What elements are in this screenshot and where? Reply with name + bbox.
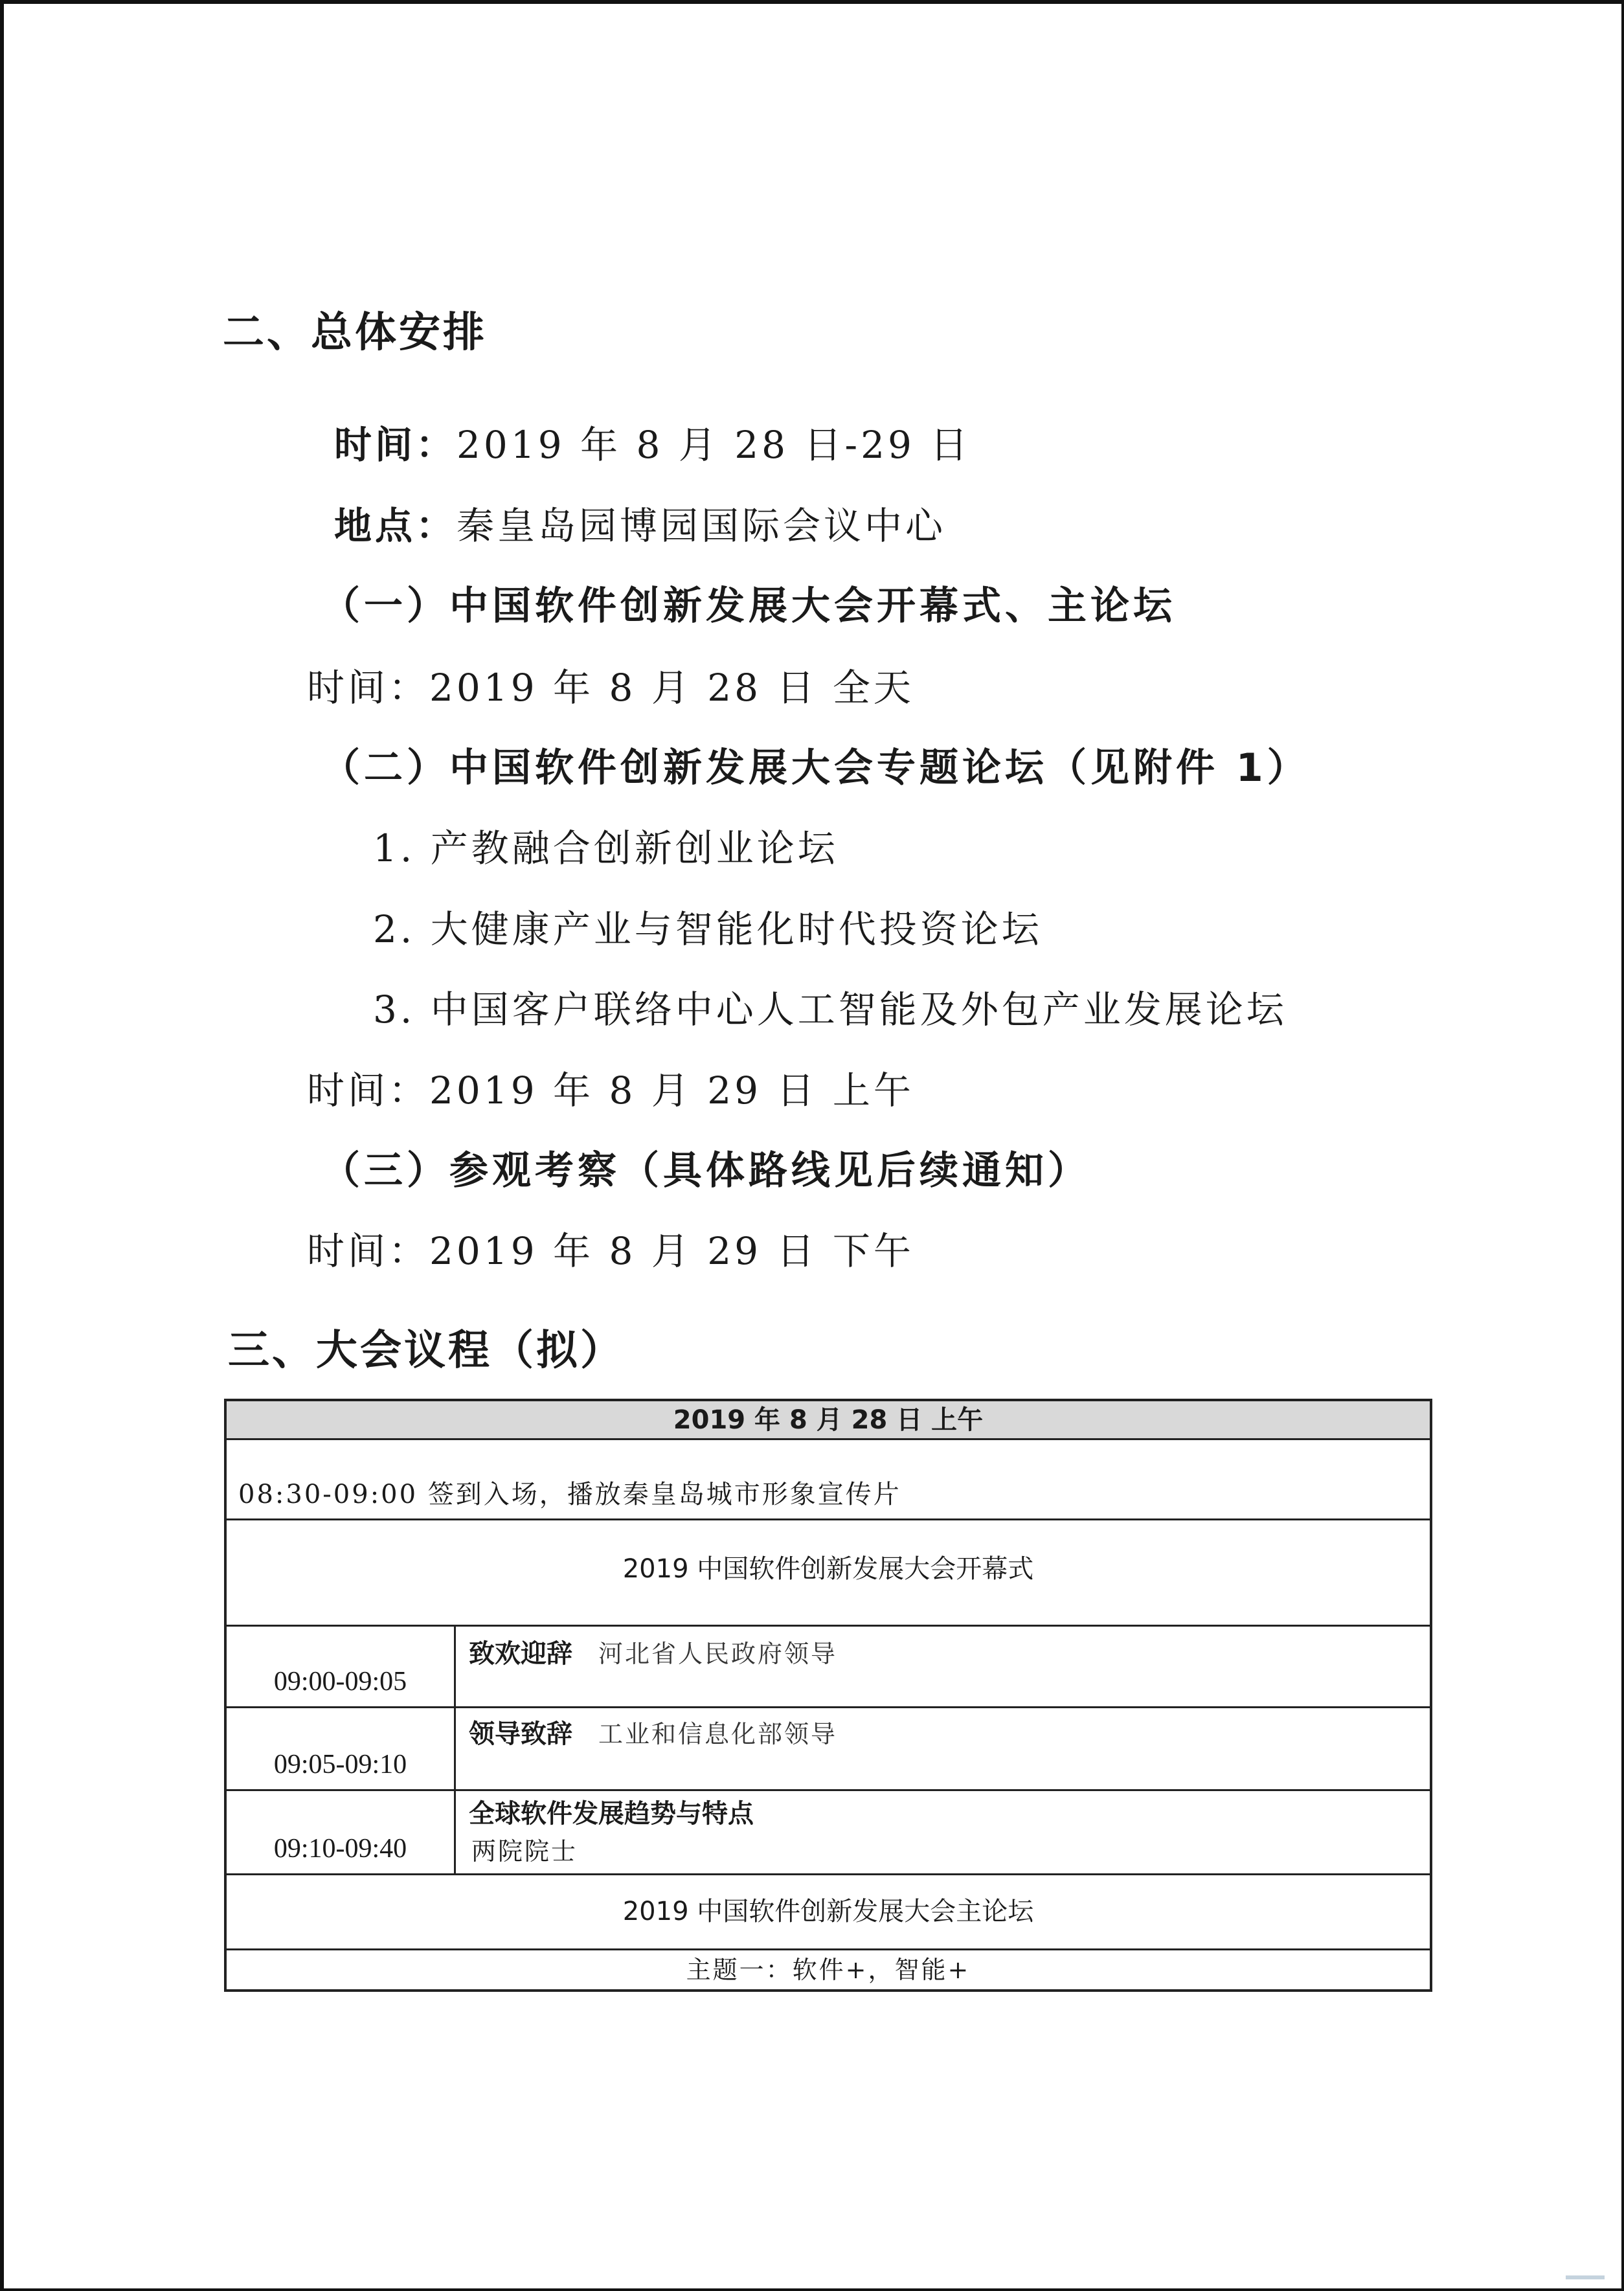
table-row [227,1708,1430,1791]
scanner-watermark [1566,2275,1605,2279]
content-cell [469,1795,1430,1873]
forum-list-item: 1. 产教融合创新创业论坛 [373,826,839,870]
part3-time: 时间：2019 年 8 月 29 日 下午 [307,1229,914,1273]
section-heading-overall-arrangement: 二、总体安排 [223,309,487,357]
part2-time: 时间：2019 年 8 月 29 日 上午 [307,1068,914,1112]
time-label: 时间： [334,423,457,467]
table-row [227,1791,1430,1875]
agenda-date-header: 2019 年 8 月 28 日 上午 [227,1401,1430,1440]
forum-list-item: 2. 大健康产业与智能化时代投资论坛 [373,907,1043,951]
agenda-item-speaker: 河北省人民政府领导 [598,1640,838,1668]
agenda-item-title: 全球软件发展趋势与特点 [469,1799,754,1829]
content-cell [469,1695,1430,1789]
part2-heading: （二）中国软件创新发展大会专题论坛（见附件 1） [321,745,1310,791]
theme-one-row: 主题一：软件+，智能+ [686,1956,971,1984]
overall-place [334,495,946,550]
place-value: 秦皇岛园博园国际会议中心 [457,504,947,548]
overall-time [334,414,971,469]
forum-list-item: 3. 中国客户联络中心人工智能及外包产业发展论坛 [373,988,1287,1032]
time-cell: 09:05-09:10 [227,1708,456,1789]
signin-text: 08:30-09:00 签到入场，播放秦皇岛城市形象宣传片 [238,1480,901,1509]
part1-heading: （一）中国软件创新发展大会开幕式、主论坛 [321,583,1176,629]
time-cell: 09:10-09:40 [227,1791,456,1873]
time-cell: 09:00-09:05 [227,1627,456,1706]
opening-ceremony-title: 2019 中国软件创新发展大会开幕式 [227,1520,1430,1627]
agenda-item-speaker: 两院院士 [471,1837,578,1866]
table-row-signin [227,1440,1430,1520]
place-label: 地点： [334,504,457,548]
main-forum-title: 2019 中国软件创新发展大会主论坛 [227,1875,1430,1950]
agenda-item-title: 致欢迎辞 [469,1639,572,1669]
part3-heading: （三）参观考察（具体路线见后续通知） [321,1148,1090,1193]
time-value: 2019 年 8 月 28 日-29 日 [457,423,971,467]
agenda-table [224,1399,1432,1992]
agenda-item-title: 领导致辞 [469,1719,572,1749]
section-heading-agenda: 三、大会议程（拟） [228,1327,624,1375]
content-cell [469,1615,1430,1706]
agenda-item-speaker: 工业和信息化部领导 [598,1720,838,1748]
part1-time: 时间：2019 年 8 月 28 日 全天 [307,666,914,710]
